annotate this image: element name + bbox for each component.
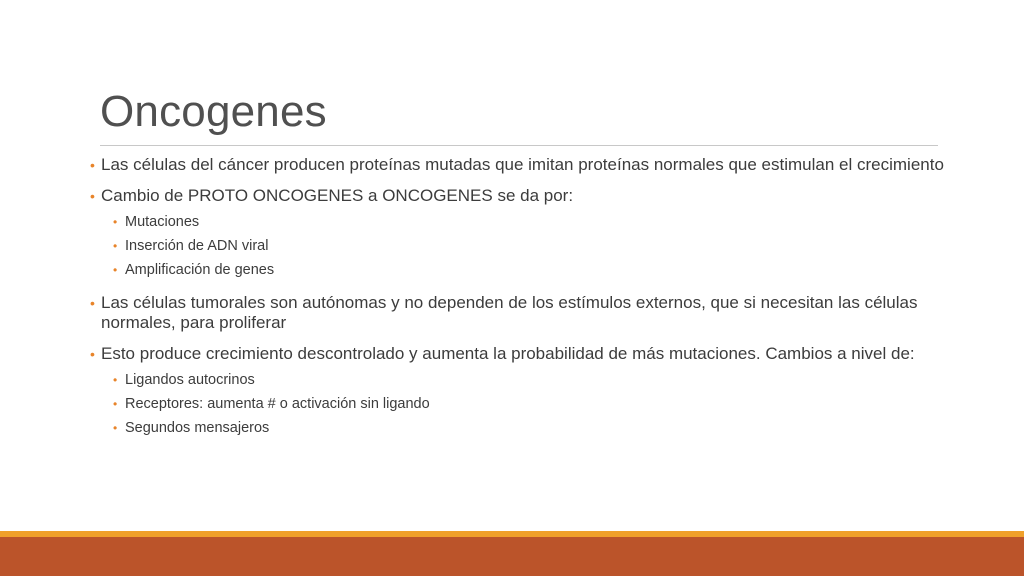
bullet-item xyxy=(90,186,950,282)
sub-bullet-list xyxy=(101,210,950,282)
bullet-text: Cambio de PROTO ONCOGENES a ONCOGENES se da por: xyxy=(101,186,574,205)
bullet-item xyxy=(90,344,950,440)
sub-bullet-icon: • xyxy=(113,239,118,253)
footer-band xyxy=(0,537,1024,576)
title-divider xyxy=(100,145,938,146)
sub-bullet-list xyxy=(101,368,950,440)
sub-bullet-icon: • xyxy=(113,373,118,387)
bullet-item xyxy=(90,293,950,333)
sub-bullet-item xyxy=(101,210,950,234)
bullet-icon: • xyxy=(90,346,95,362)
sub-bullet-text: Receptores: aumenta # o activación sin ligando xyxy=(125,396,430,412)
sub-bullet-text: Ligandos autocrinos xyxy=(125,372,255,388)
bullet-list xyxy=(90,155,950,440)
sub-bullet-icon: • xyxy=(113,421,118,435)
sub-bullet-icon: • xyxy=(113,263,118,277)
slide-title: Oncogenes xyxy=(100,87,327,136)
sub-bullet-icon: • xyxy=(113,215,118,229)
bullet-text: Esto produce crecimiento descontrolado y aumenta la probabilidad de más mutaciones. Cambios a nivel de: xyxy=(101,344,915,363)
bullet-icon: • xyxy=(90,188,95,204)
sub-bullet-item xyxy=(101,416,950,440)
bullet-text: Las células tumorales son autónomas y no dependen de los estímulos externos, que si necesitan las células normales, para proliferar xyxy=(101,293,918,332)
sub-bullet-text: Segundos mensajeros xyxy=(125,420,270,436)
bullet-item xyxy=(90,155,950,175)
sub-bullet-text: Amplificación de genes xyxy=(125,262,275,278)
bullet-icon: • xyxy=(90,157,95,173)
sub-bullet-text: Mutaciones xyxy=(125,214,200,230)
sub-bullet-item xyxy=(101,368,950,392)
sub-bullet-item xyxy=(101,258,950,282)
sub-bullet-item xyxy=(101,392,950,416)
bullet-icon: • xyxy=(90,295,95,311)
sub-bullet-text: Inserción de ADN viral xyxy=(125,238,269,254)
bullet-text: Las células del cáncer producen proteínas mutadas que imitan proteínas normales que estimulan el crecimiento xyxy=(101,155,944,174)
slide-content xyxy=(90,155,950,451)
sub-bullet-icon: • xyxy=(113,397,118,411)
sub-bullet-item xyxy=(101,234,950,258)
